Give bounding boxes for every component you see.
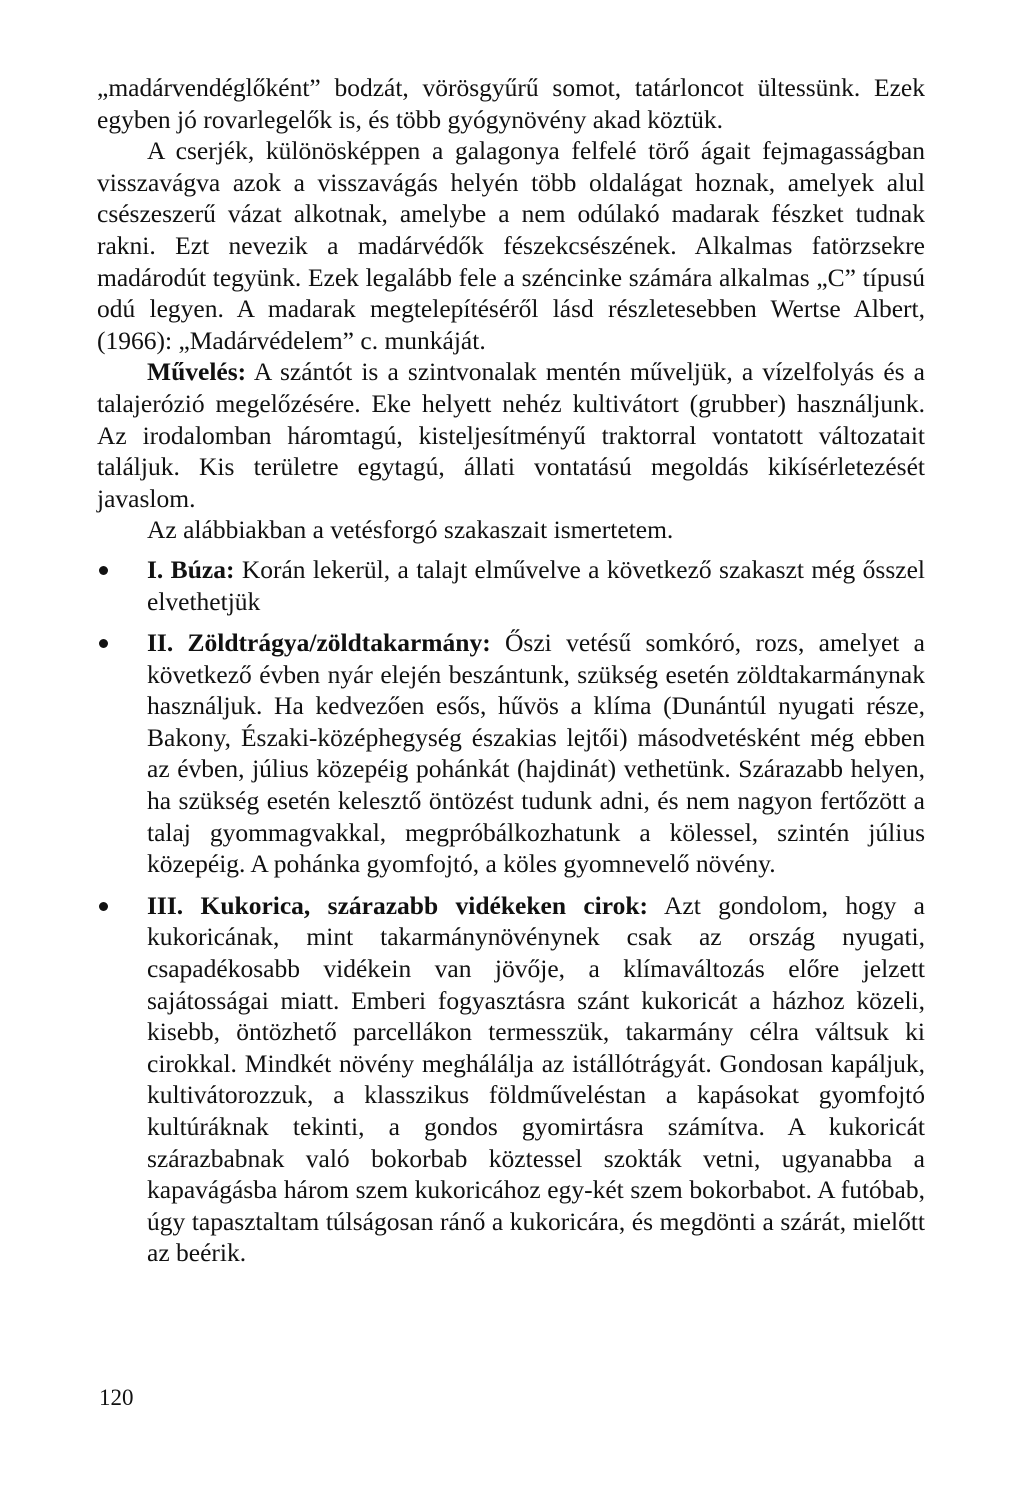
list-item [97, 554, 925, 617]
paragraph-3-lead: Művelés: [147, 357, 247, 387]
bullet-icon [99, 639, 108, 648]
list-item-lead: II. Zöldtrágya/zöldtakarmány: [147, 628, 491, 658]
list-item-text: Őszi vetésű somkóró, rozs, amelyet a következő évben nyár elején beszántunk, szükség esetén zöldtakarmánynak használjuk. Ha kedvezően esős, hűvös a klíma (Dunántúl nyugati része, Bakony, Északi-középhegység északias lejtői) másodvetésként még ebben az évben, július közepéig pohánkát (hajdinát) vethetünk. Szárazabb helyen, ha szükség esetén kelesztő öntözést tudunk adni, és nem nagyon fertőzött a talaj gyommagvakkal, megpróbálkozhatunk a kölessel, szintén július közepéig. A pohánka gyomfojtó, a köles gyomnevelő növény. [147, 628, 925, 879]
paragraph-1: „madárvendéglőként” bodzát, vörösgyűrű somot, tatárloncot ültessünk. Ezek egyben jó rovarlegelők is, és több gyógynövény akad köztük. [97, 73, 925, 134]
page-number: 120 [99, 1385, 134, 1410]
list-item-lead: I. Búza: [147, 554, 235, 584]
bullet-icon [99, 902, 108, 911]
bullet-icon [99, 566, 108, 575]
list-item [97, 890, 925, 1269]
paragraph-2: A cserjék, különösképpen a galagonya felfelé törő ágait fejmagasságban visszavágva azok a visszavágás helyén több oldalágat hoznak, amelyek alul csészeszerű vázat alkotnak, amelybe a nem odúlakó madarak fészket tudnak rakni. Ezt nevezik a madárvédők fészekcsészének. Alkalmas fatörzsekre madárodút tegyünk. Ezek legalább fele a széncinke számára alkalmas „C” típusú odú legyen. A madarak megtelepítéséről lásd részletesebben Wertse Albert, (1966): „Madárvédelem” c. munkáját. [97, 136, 925, 355]
paragraph-3 [97, 356, 925, 514]
paragraph-3-text: A szántót is a szintvonalak mentén műveljük, a vízelfolyás és a talajerózió megelőzésére. Eke helyett nehéz kultivátort (grubber) használjunk. Az irodalomban háromtagú, kisteljesítményű traktorral vontatott változatait találjuk. Kis területre egytagú, állati vontatású megoldás kikísérletezését javaslom. [97, 357, 925, 513]
list-item-text: Korán lekerül, a talajt elművelve a következő szakaszt még ősszel elvethetjük [147, 554, 925, 616]
list-item-text: Azt gondolom, hogy a kukoricának, mint takarmánynövénynek csak az ország nyugati, csapadékosabb vidékein van jövője, a klímaváltozás előre jelzett sajátosságai miatt. Emberi fogyasztásra szánt kukoricát a házhoz közeli, kisebb, öntözhető parcellákon termesszük, takarmány célra váltsuk ki cirokkal. Mindkét növény meghálálja az istállótrágyát. Gondosan kapáljuk, kultivátorozzuk, a klasszikus földműveléstan a kapásokat gyomfojtó kultúráknak tekinti, a gondos gyomirtásra számítva. A kukoricát szárazbabnak való bokorbab köztessel szokták vetni, ugyanabba a kapavágásba három szem kukoricához egy-két szem bokorbabot. A futóbab, úgy tapasztaltam túlságosan ránő a kukoricára, és megdönti a szárát, mielőtt az beérik. [147, 890, 925, 1268]
crop-rotation-list [97, 554, 925, 1269]
list-item-lead: III. Kukorica, szárazabb vidékeken cirok: [147, 890, 649, 920]
page-body [97, 72, 925, 1269]
list-item [97, 627, 925, 880]
paragraph-4: Az alábbiakban a vetésforgó szakaszait ismertetem. [147, 515, 674, 545]
